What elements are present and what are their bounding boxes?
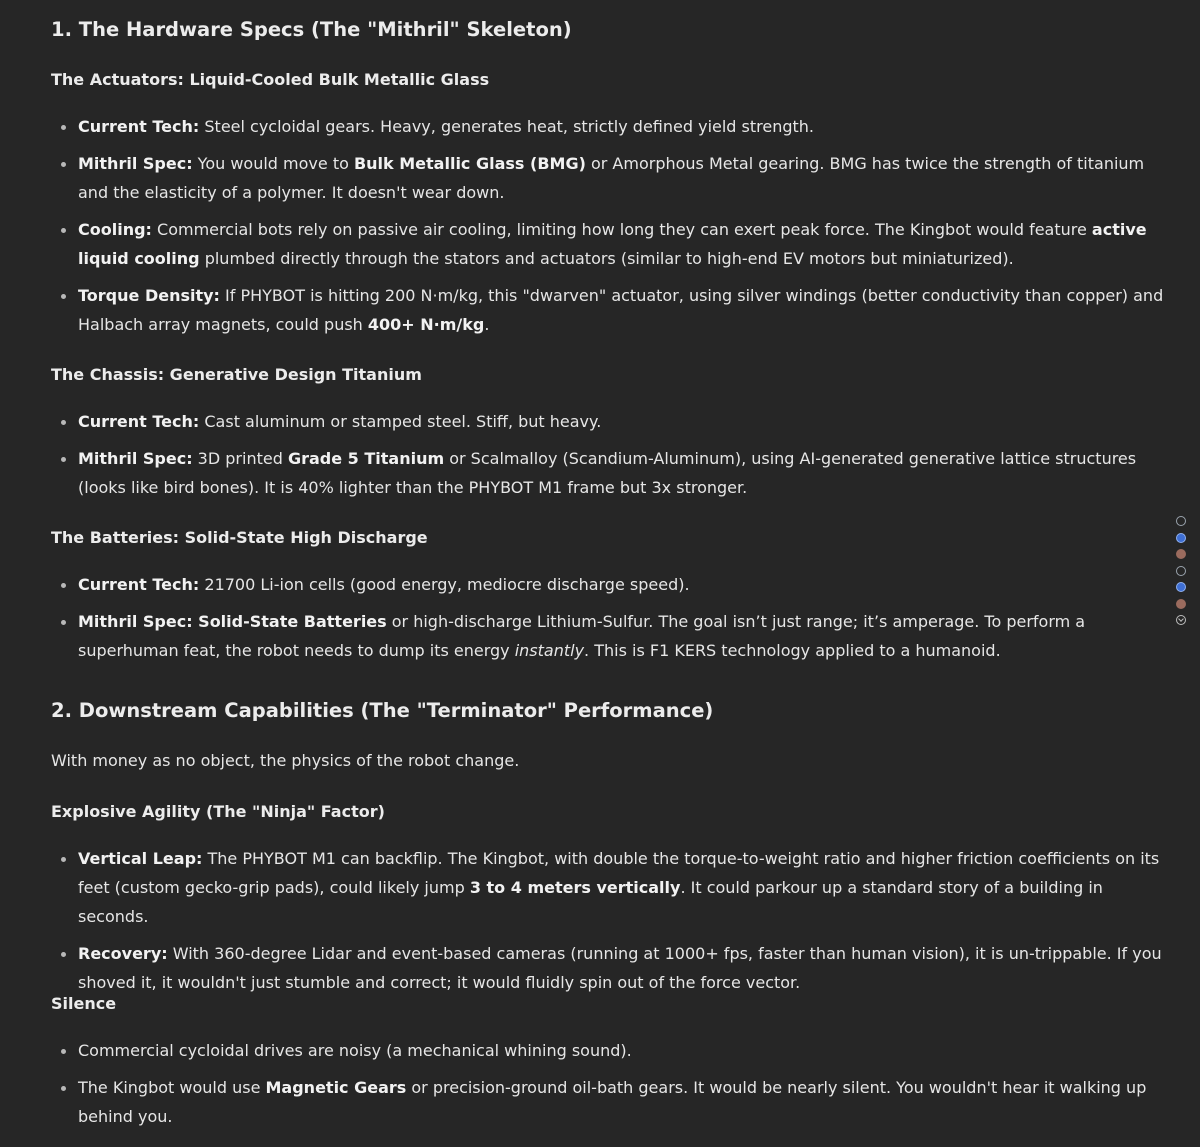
brown-avatar-icon[interactable] <box>1176 599 1186 609</box>
chevron-down-icon[interactable] <box>1176 615 1186 625</box>
section-1-title: 1. The Hardware Specs (The "Mithril" Skeleton) <box>51 18 572 41</box>
list-item: Mithril Spec: 3D printed Grade 5 Titanium or Scalmalloy (Scandium-Aluminum), using AI-generated generative lattice structures (looks like bird bones). It is 40% lighter than the PHYBOT M1 frame but 3x stronger. <box>51 444 1166 502</box>
section-2-title: 2. Downstream Capabilities (The "Terminator" Performance) <box>51 699 714 722</box>
silence-list <box>51 1036 1166 1139</box>
list-item: Current Tech: 21700 Li-ion cells (good energy, mediocre discharge speed). <box>51 570 1166 599</box>
list-item: Current Tech: Steel cycloidal gears. Heavy, generates heat, strictly defined yield strength. <box>51 112 1166 141</box>
list-item: Current Tech: Cast aluminum or stamped steel. Stiff, but heavy. <box>51 407 1166 436</box>
list-item: Commercial cycloidal drives are noisy (a mechanical whining sound). <box>51 1036 1166 1065</box>
list-item: Mithril Spec: Solid-State Batteries or high-discharge Lithium-Sulfur. The goal isn’t just range; it’s amperage. To perform a superhuman feat, the robot needs to dump its energy instantly. This is F1 KERS technology applied to a humanoid. <box>51 607 1166 665</box>
outline-circle-icon[interactable] <box>1176 566 1186 576</box>
agility-heading: Explosive Agility (The "Ninja" Factor) <box>51 802 385 821</box>
actuators-heading: The Actuators: Liquid-Cooled Bulk Metallic Glass <box>51 70 490 89</box>
blue-star-icon[interactable] <box>1176 582 1186 592</box>
silence-heading: Silence <box>51 994 117 1013</box>
list-item: Vertical Leap: The PHYBOT M1 can backflip. The Kingbot, with double the torque-to-weight ratio and higher friction coefficients on its feet (custom gecko-grip pads), could likely jump 3 to 4 meters vertically. It could parkour up a standard story of a building in seconds. <box>51 844 1166 931</box>
list-item: Cooling: Commercial bots rely on passive air cooling, limiting how long they can exert peak force. The Kingbot would feature active liquid cooling plumbed directly through the stators and actuators (similar to high-end EV motors but miniaturized). <box>51 215 1166 273</box>
list-item: The Kingbot would use Magnetic Gears or precision-ground oil-bath gears. It would be nearly silent. You wouldn't hear it walking up behind you. <box>51 1073 1166 1131</box>
list-item: Recovery: With 360-degree Lidar and event-based cameras (running at 1000+ fps, faster than human vision), it is un-trippable. If you shoved it, it wouldn't just stumble and correct; it would fluidly spin out of the force vector. <box>51 939 1166 997</box>
agility-list <box>51 844 1166 1005</box>
list-item: Mithril Spec: You would move to Bulk Metallic Glass (BMG) or Amorphous Metal gearing. BMG has twice the strength of titanium and the elasticity of a polymer. It doesn't wear down. <box>51 149 1166 207</box>
batteries-heading: The Batteries: Solid-State High Discharge <box>51 528 428 547</box>
actuators-list <box>51 112 1166 347</box>
section-2-intro: With money as no object, the physics of the robot change. <box>51 751 520 770</box>
batteries-list <box>51 570 1166 673</box>
list-item: Torque Density: If PHYBOT is hitting 200 N·m/kg, this "dwarven" actuator, using silver windings (better conductivity than copper) and Halbach array magnets, could push 400+ N·m/kg. <box>51 281 1166 339</box>
chassis-list <box>51 407 1166 510</box>
brown-avatar-icon[interactable] <box>1176 549 1186 559</box>
blue-star-icon[interactable] <box>1176 533 1186 543</box>
outline-circle-icon[interactable] <box>1176 516 1186 526</box>
chassis-heading: The Chassis: Generative Design Titanium <box>51 365 422 384</box>
navigation-rail <box>1176 516 1188 632</box>
